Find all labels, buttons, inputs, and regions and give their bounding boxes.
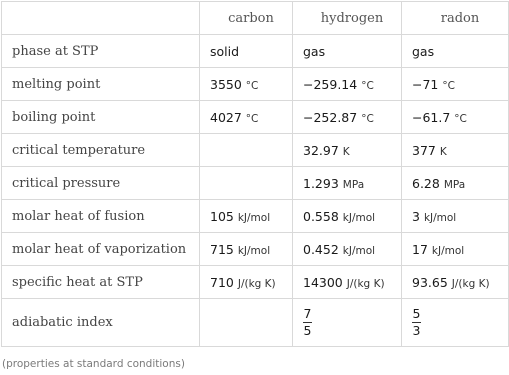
fraction	[412, 306, 421, 339]
cell-carbon	[200, 68, 293, 101]
cell-unit: K	[439, 145, 447, 158]
table-row	[2, 167, 509, 200]
fraction-denominator: 5	[303, 323, 312, 338]
cell-value: 3	[412, 208, 420, 224]
fraction	[303, 306, 312, 339]
cell-carbon	[200, 299, 293, 347]
cell-value: gas	[303, 43, 326, 59]
column-header-carbon: carbon	[200, 2, 293, 35]
cell-unit: kJ/mol	[237, 211, 271, 224]
row-label-melting-point: melting point	[2, 68, 200, 101]
cell-radon	[402, 68, 509, 101]
cell-value: 377	[412, 142, 436, 158]
cell-value: 93.65	[412, 274, 448, 290]
cell-unit: kJ/mol	[342, 244, 376, 257]
cell-radon	[402, 299, 509, 347]
cell-hydrogen	[293, 233, 402, 266]
table-row	[2, 266, 509, 299]
cell-unit: J/(kg K)	[346, 277, 385, 290]
header-corner	[2, 2, 200, 35]
cell-value: −259.14	[303, 76, 358, 92]
cell-hydrogen	[293, 299, 402, 347]
cell-unit: kJ/mol	[237, 244, 271, 257]
row-label-molar-heat-of-vaporization: molar heat of vaporization	[2, 233, 200, 266]
cell-unit: °C	[245, 79, 259, 92]
cell-hydrogen	[293, 134, 402, 167]
cell-carbon	[200, 200, 293, 233]
cell-value: 32.97	[303, 142, 339, 158]
row-label-adiabatic-index: adiabatic index	[2, 299, 200, 347]
footnote: (properties at standard conditions)	[2, 358, 185, 370]
cell-unit: kJ/mol	[423, 211, 457, 224]
fraction-numerator: 5	[412, 306, 421, 321]
row-label-boiling-point: boiling point	[2, 101, 200, 134]
cell-value: solid	[210, 43, 240, 59]
cell-carbon	[200, 266, 293, 299]
cell-carbon	[200, 134, 293, 167]
cell-hydrogen	[293, 266, 402, 299]
cell-unit: kJ/mol	[431, 244, 465, 257]
cell-unit: °C	[361, 112, 374, 125]
cell-value: 105	[210, 208, 234, 224]
cell-carbon	[200, 233, 293, 266]
cell-value: 1.293	[303, 175, 339, 191]
cell-unit: MPa	[342, 178, 365, 191]
cell-value: gas	[412, 43, 435, 59]
cell-unit: °C	[442, 79, 455, 92]
table-row	[2, 68, 509, 101]
cell-radon	[402, 233, 509, 266]
fraction-denominator: 3	[412, 323, 421, 338]
cell-value: −61.7	[412, 109, 451, 125]
row-label-critical-temperature: critical temperature	[2, 134, 200, 167]
table-row	[2, 233, 509, 266]
column-header-radon: radon	[402, 2, 509, 35]
cell-value: −71	[412, 76, 439, 92]
table-row	[2, 101, 509, 134]
cell-radon	[402, 134, 509, 167]
cell-hydrogen	[293, 101, 402, 134]
row-label-phase: phase at STP	[2, 35, 200, 68]
cell-value: 17	[412, 241, 428, 257]
cell-value: −252.87	[303, 109, 358, 125]
table-row	[2, 299, 509, 347]
cell-value: 3550	[210, 76, 242, 92]
cell-hydrogen	[293, 35, 402, 68]
cell-unit: J/(kg K)	[237, 277, 276, 290]
cell-hydrogen	[293, 68, 402, 101]
table-row	[2, 200, 509, 233]
cell-hydrogen	[293, 200, 402, 233]
cell-carbon	[200, 101, 293, 134]
cell-radon	[402, 101, 509, 134]
row-label-critical-pressure: critical pressure	[2, 167, 200, 200]
cell-unit: kJ/mol	[342, 211, 376, 224]
cell-unit: °C	[245, 112, 259, 125]
cell-value: 6.28	[412, 175, 440, 191]
cell-value: 14300	[303, 274, 343, 290]
cell-unit: °C	[454, 112, 467, 125]
cell-unit: J/(kg K)	[451, 277, 490, 290]
cell-value: 710	[210, 274, 234, 290]
cell-carbon	[200, 35, 293, 68]
cell-hydrogen	[293, 167, 402, 200]
table-row	[2, 134, 509, 167]
header-row	[2, 2, 509, 35]
row-label-specific-heat: specific heat at STP	[2, 266, 200, 299]
cell-radon	[402, 266, 509, 299]
table-row	[2, 35, 509, 68]
cell-value: 715	[210, 241, 234, 257]
cell-value: 4027	[210, 109, 242, 125]
cell-radon	[402, 35, 509, 68]
cell-carbon	[200, 167, 293, 200]
properties-table	[1, 1, 509, 347]
cell-unit: °C	[361, 79, 374, 92]
cell-value: 0.452	[303, 241, 339, 257]
cell-radon	[402, 200, 509, 233]
fraction-numerator: 7	[303, 306, 312, 321]
row-label-molar-heat-of-fusion: molar heat of fusion	[2, 200, 200, 233]
cell-unit: MPa	[443, 178, 466, 191]
cell-value: 0.558	[303, 208, 339, 224]
cell-unit: K	[342, 145, 350, 158]
cell-radon	[402, 167, 509, 200]
column-header-hydrogen: hydrogen	[293, 2, 402, 35]
